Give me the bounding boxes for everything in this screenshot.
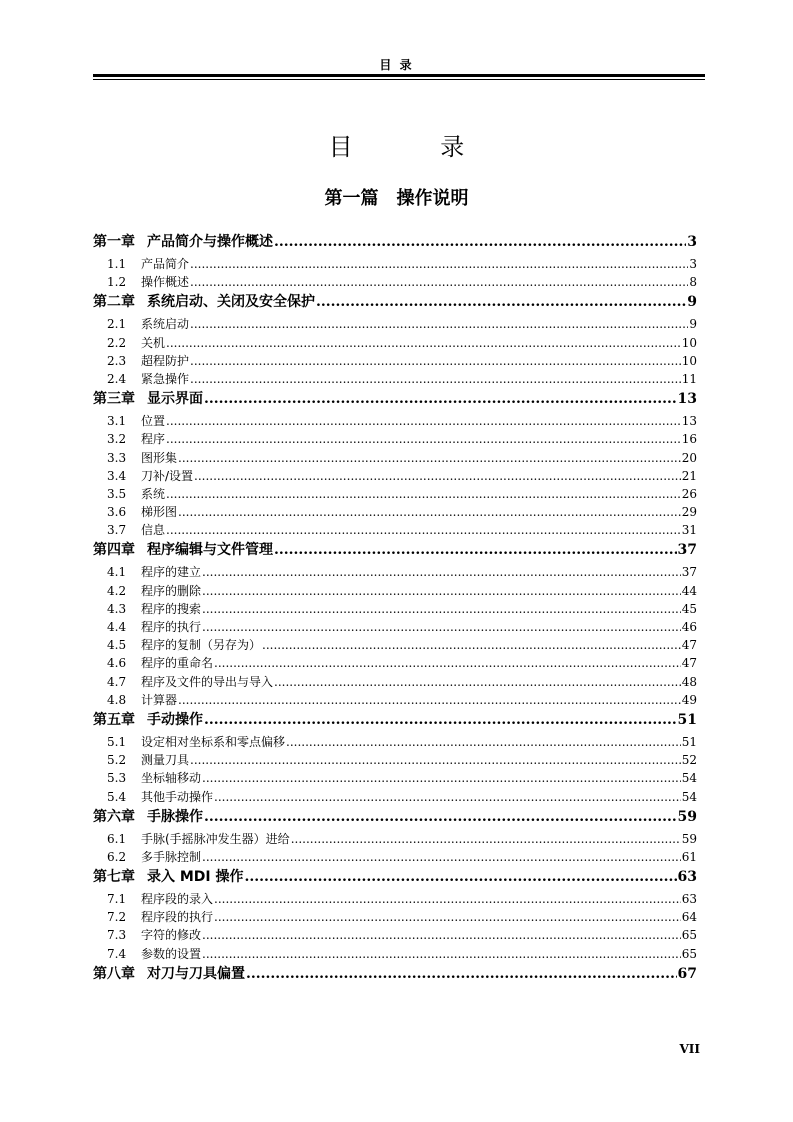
running-header: 目 录 [379, 58, 414, 72]
section-label [107, 352, 189, 369]
dot-leader [202, 584, 681, 598]
section-label [107, 334, 165, 351]
dot-leader [202, 928, 681, 942]
page-number: VII [679, 1042, 700, 1056]
section-title: 坐标轴移动 [141, 771, 202, 786]
section-number: 2.1 [107, 317, 127, 332]
dot-leader [190, 354, 681, 368]
section-number: 4.1 [107, 565, 127, 580]
toc-chapter-entry[interactable] [93, 963, 697, 987]
section-label [107, 618, 201, 635]
section-title: 多手脉控制 [141, 849, 202, 864]
section-label [107, 503, 177, 520]
section-page-number: 47 [681, 656, 697, 671]
toc-section-entry[interactable] [93, 945, 697, 963]
chapter-title: 录入 MDI 操作 [147, 869, 244, 886]
chapter-number: 第二章 [93, 294, 135, 311]
dot-leader [316, 294, 686, 310]
dot-leader [291, 832, 681, 846]
section-label [107, 890, 213, 907]
section-page-number: 54 [681, 789, 697, 804]
dot-leader [204, 712, 677, 728]
section-label [107, 848, 201, 865]
dot-leader [262, 638, 681, 652]
toc-section-entry[interactable] [93, 751, 697, 769]
page-title: 目 录 [328, 133, 505, 161]
toc-chapter-entry[interactable] [93, 388, 697, 412]
section-label [107, 691, 177, 708]
section-title: 图形集 [141, 450, 178, 465]
section-number: 4.2 [107, 583, 127, 598]
dot-leader [178, 505, 681, 519]
section-title: 超程防护 [141, 353, 190, 368]
toc-section-entry[interactable] [93, 334, 697, 352]
toc-section-entry[interactable] [93, 412, 697, 430]
section-page-number: 3 [689, 257, 697, 271]
section-number: 3.7 [107, 523, 127, 538]
toc-section-entry[interactable] [93, 521, 697, 539]
section-page-number: 49 [681, 692, 697, 707]
toc-section-entry[interactable] [93, 788, 697, 806]
toc-section-entry[interactable] [93, 636, 697, 654]
section-number: 7.1 [107, 892, 127, 907]
section-number: 1.1 [107, 257, 127, 271]
section-page-number: 47 [681, 638, 697, 653]
dot-leader [202, 565, 681, 579]
chapter-number: 第四章 [93, 542, 135, 559]
toc-section-entry[interactable] [93, 769, 697, 787]
section-title: 关机 [141, 335, 166, 350]
section-page-number: 21 [681, 468, 697, 483]
section-page-number: 59 [681, 831, 697, 846]
chapter-label [93, 806, 203, 826]
section-page-number: 65 [681, 928, 697, 943]
section-number: 3.1 [107, 414, 127, 429]
section-label [107, 412, 165, 429]
section-title: 程序及文件的导出与导入 [141, 674, 274, 689]
section-title: 程序的删除 [141, 583, 202, 598]
section-page-number: 8 [689, 275, 697, 290]
section-title: 计算器 [141, 692, 178, 707]
section-number: 2.4 [107, 371, 127, 386]
chapter-label [93, 539, 273, 559]
chapter-label [93, 866, 244, 886]
dot-leader [202, 602, 681, 616]
section-title: 程序的执行 [141, 620, 202, 634]
section-page-number: 44 [681, 583, 697, 598]
dot-leader [204, 809, 677, 825]
section-number: 4.3 [107, 601, 127, 616]
chapter-page-number: 59 [677, 808, 697, 825]
dot-leader [214, 910, 681, 924]
section-page-number: 65 [681, 946, 697, 961]
chapter-page-number: 9 [687, 294, 697, 311]
section-title: 系统启动 [141, 317, 190, 332]
section-page-number: 31 [681, 523, 697, 538]
section-label [107, 926, 201, 943]
section-number: 3.4 [107, 468, 127, 483]
toc-section-entry[interactable] [93, 430, 697, 448]
section-page-number: 51 [681, 734, 697, 749]
section-page-number: 10 [681, 353, 697, 368]
toc-section-entry[interactable] [93, 691, 697, 709]
section-number: 3.6 [107, 505, 127, 520]
toc-section-entry[interactable] [93, 908, 697, 926]
dot-leader [204, 391, 677, 407]
section-title: 字符的修改 [141, 928, 202, 943]
toc-section-entry[interactable] [93, 352, 697, 370]
section-title: 系统 [141, 486, 166, 501]
toc-section-entry[interactable] [93, 926, 697, 944]
section-number: 7.3 [107, 928, 127, 943]
dot-leader [190, 275, 688, 289]
section-number: 3.3 [107, 450, 127, 465]
dot-leader [190, 317, 688, 331]
section-label [107, 255, 189, 272]
chapter-page-number: 37 [677, 542, 697, 559]
section-label [107, 788, 213, 805]
section-label [107, 485, 165, 502]
section-page-number: 10 [681, 335, 697, 350]
chapter-label [93, 963, 245, 983]
section-label [107, 600, 201, 617]
dot-leader [166, 523, 681, 537]
dot-leader [202, 620, 681, 634]
table-of-contents [93, 231, 697, 987]
section-label [107, 733, 285, 750]
dot-leader [274, 234, 686, 250]
toc-section-entry[interactable] [93, 848, 697, 866]
section-label [107, 521, 165, 538]
section-title: 测量刀具 [141, 753, 190, 768]
section-title: 位置 [141, 414, 166, 429]
chapter-title: 产品简介与操作概述 [147, 234, 273, 250]
dot-leader [245, 869, 677, 885]
chapter-title: 手动操作 [147, 711, 203, 728]
section-number: 5.3 [107, 771, 127, 786]
chapter-label [93, 231, 273, 251]
section-label [107, 654, 213, 671]
section-page-number: 37 [681, 565, 697, 580]
chapter-page-number: 67 [677, 965, 697, 982]
toc-section-entry[interactable] [93, 600, 697, 618]
section-page-number: 46 [681, 620, 697, 634]
chapter-page-number: 3 [687, 234, 697, 250]
dot-leader [214, 656, 681, 670]
toc-section-entry[interactable] [93, 255, 697, 273]
toc-section-entry[interactable] [93, 830, 697, 848]
section-label [107, 430, 165, 447]
toc-chapter-entry[interactable] [93, 231, 697, 255]
section-number: 5.2 [107, 753, 127, 768]
section-number: 4.8 [107, 692, 127, 707]
section-label [107, 636, 261, 653]
chapter-title: 显示界面 [147, 391, 203, 408]
toc-section-entry[interactable] [93, 467, 697, 485]
section-label [107, 370, 189, 387]
section-page-number: 52 [681, 753, 697, 768]
section-page-number: 45 [681, 601, 697, 616]
section-label [107, 449, 177, 466]
chapter-page-number: 63 [677, 869, 697, 886]
chapter-number: 第一章 [93, 234, 135, 250]
dot-leader [190, 753, 681, 767]
chapter-number: 第八章 [93, 965, 135, 982]
dot-leader [166, 336, 681, 350]
section-label [107, 315, 189, 332]
section-title: 操作概述 [141, 275, 190, 290]
dot-leader [274, 675, 681, 689]
section-title: 程序的搜索 [141, 601, 202, 616]
section-label [107, 582, 201, 599]
toc-section-entry[interactable] [93, 449, 697, 467]
dot-leader [214, 790, 681, 804]
dot-leader [246, 966, 677, 982]
dot-leader [166, 414, 681, 428]
section-title: 产品简介 [141, 257, 190, 271]
section-page-number: 63 [681, 892, 697, 907]
section-number: 4.6 [107, 656, 127, 671]
section-number: 3.5 [107, 486, 127, 501]
section-number: 6.1 [107, 831, 127, 846]
chapter-number: 第六章 [93, 808, 135, 825]
section-title: 程序的复制（另存为） [141, 638, 262, 653]
section-label [107, 945, 201, 962]
toc-section-entry[interactable] [93, 370, 697, 388]
chapter-title: 对刀与刀具偏置 [147, 965, 245, 982]
dot-leader [190, 257, 688, 271]
section-number: 2.2 [107, 335, 127, 350]
section-title: 程序段的执行 [141, 910, 214, 925]
section-title: 程序段的录入 [141, 892, 214, 907]
part-title: 第一篇 操作说明 [324, 188, 469, 209]
section-label [107, 751, 189, 768]
toc-section-entry[interactable] [93, 890, 697, 908]
toc-section-entry[interactable] [93, 315, 697, 333]
section-number: 7.4 [107, 946, 127, 961]
section-title: 信息 [141, 523, 166, 538]
section-page-number: 20 [681, 450, 697, 465]
section-number: 7.2 [107, 910, 127, 925]
toc-section-entry[interactable] [93, 582, 697, 600]
dot-leader [178, 693, 681, 707]
dot-leader [166, 432, 681, 446]
header-rule-thick [93, 74, 705, 77]
section-title: 手脉(手摇脉冲发生器）进给 [141, 831, 290, 846]
chapter-title: 手脉操作 [147, 808, 203, 825]
toc-chapter-entry[interactable] [93, 291, 697, 315]
toc-section-entry[interactable] [93, 485, 697, 503]
toc-chapter-entry[interactable] [93, 866, 697, 890]
chapter-title: 程序编辑与文件管理 [147, 542, 273, 559]
section-label [107, 908, 213, 925]
dot-leader [202, 771, 681, 785]
chapter-number: 第五章 [93, 711, 135, 728]
section-number: 2.3 [107, 353, 127, 368]
section-number: 5.4 [107, 789, 127, 804]
toc-section-entry[interactable] [93, 618, 697, 636]
section-label [107, 467, 193, 484]
toc-section-entry[interactable] [93, 654, 697, 672]
toc-section-entry[interactable] [93, 503, 697, 521]
section-title: 梯形图 [141, 505, 178, 520]
section-label [107, 830, 290, 847]
section-page-number: 16 [681, 432, 697, 447]
section-number: 4.5 [107, 638, 127, 653]
dot-leader [194, 469, 681, 483]
header-rule-thin [93, 79, 705, 80]
chapter-number: 第七章 [93, 869, 135, 886]
section-number: 6.2 [107, 849, 127, 864]
section-page-number: 29 [681, 505, 697, 520]
section-title: 程序的建立 [141, 565, 202, 580]
chapter-label [93, 291, 315, 311]
section-page-number: 48 [681, 674, 697, 689]
toc-chapter-entry[interactable] [93, 539, 697, 563]
chapter-label [93, 388, 203, 408]
chapter-title: 系统启动、关闭及安全保护 [147, 294, 315, 311]
dot-leader [166, 487, 681, 501]
toc-chapter-entry[interactable] [93, 806, 697, 830]
dot-leader [202, 947, 681, 961]
section-title: 程序的重命名 [141, 656, 214, 671]
section-number: 1.2 [107, 275, 127, 290]
toc-chapter-entry[interactable] [93, 709, 697, 733]
dot-leader [202, 850, 681, 864]
chapter-page-number: 51 [677, 711, 697, 728]
section-title: 参数的设置 [141, 946, 202, 961]
section-page-number: 61 [681, 849, 697, 864]
toc-section-entry[interactable] [93, 733, 697, 751]
section-title: 紧急操作 [141, 371, 190, 386]
section-page-number: 26 [681, 486, 697, 501]
section-label [107, 673, 273, 690]
section-page-number: 54 [681, 771, 697, 786]
dot-leader [178, 451, 681, 465]
chapter-number: 第三章 [93, 391, 135, 408]
section-number: 5.1 [107, 734, 127, 749]
section-title: 设定相对坐标系和零点偏移 [141, 734, 286, 749]
dot-leader [214, 892, 681, 906]
dot-leader [286, 735, 681, 749]
section-label [107, 769, 201, 786]
section-title: 其他手动操作 [141, 789, 214, 804]
chapter-label [93, 709, 203, 729]
section-label [107, 273, 189, 290]
section-title: 刀补/设置 [141, 468, 194, 483]
section-label [107, 563, 201, 580]
section-page-number: 13 [681, 414, 697, 429]
section-page-number: 64 [681, 910, 697, 925]
section-number: 4.7 [107, 674, 127, 689]
toc-section-entry[interactable] [93, 673, 697, 691]
toc-section-entry[interactable] [93, 563, 697, 581]
section-title: 程序 [141, 432, 166, 447]
section-number: 4.4 [107, 620, 127, 634]
dot-leader [274, 542, 677, 558]
toc-section-entry[interactable] [93, 273, 697, 291]
dot-leader [190, 372, 681, 386]
section-page-number: 11 [681, 371, 697, 386]
chapter-page-number: 13 [677, 391, 697, 408]
section-number: 3.2 [107, 432, 127, 447]
section-page-number: 9 [689, 317, 697, 332]
